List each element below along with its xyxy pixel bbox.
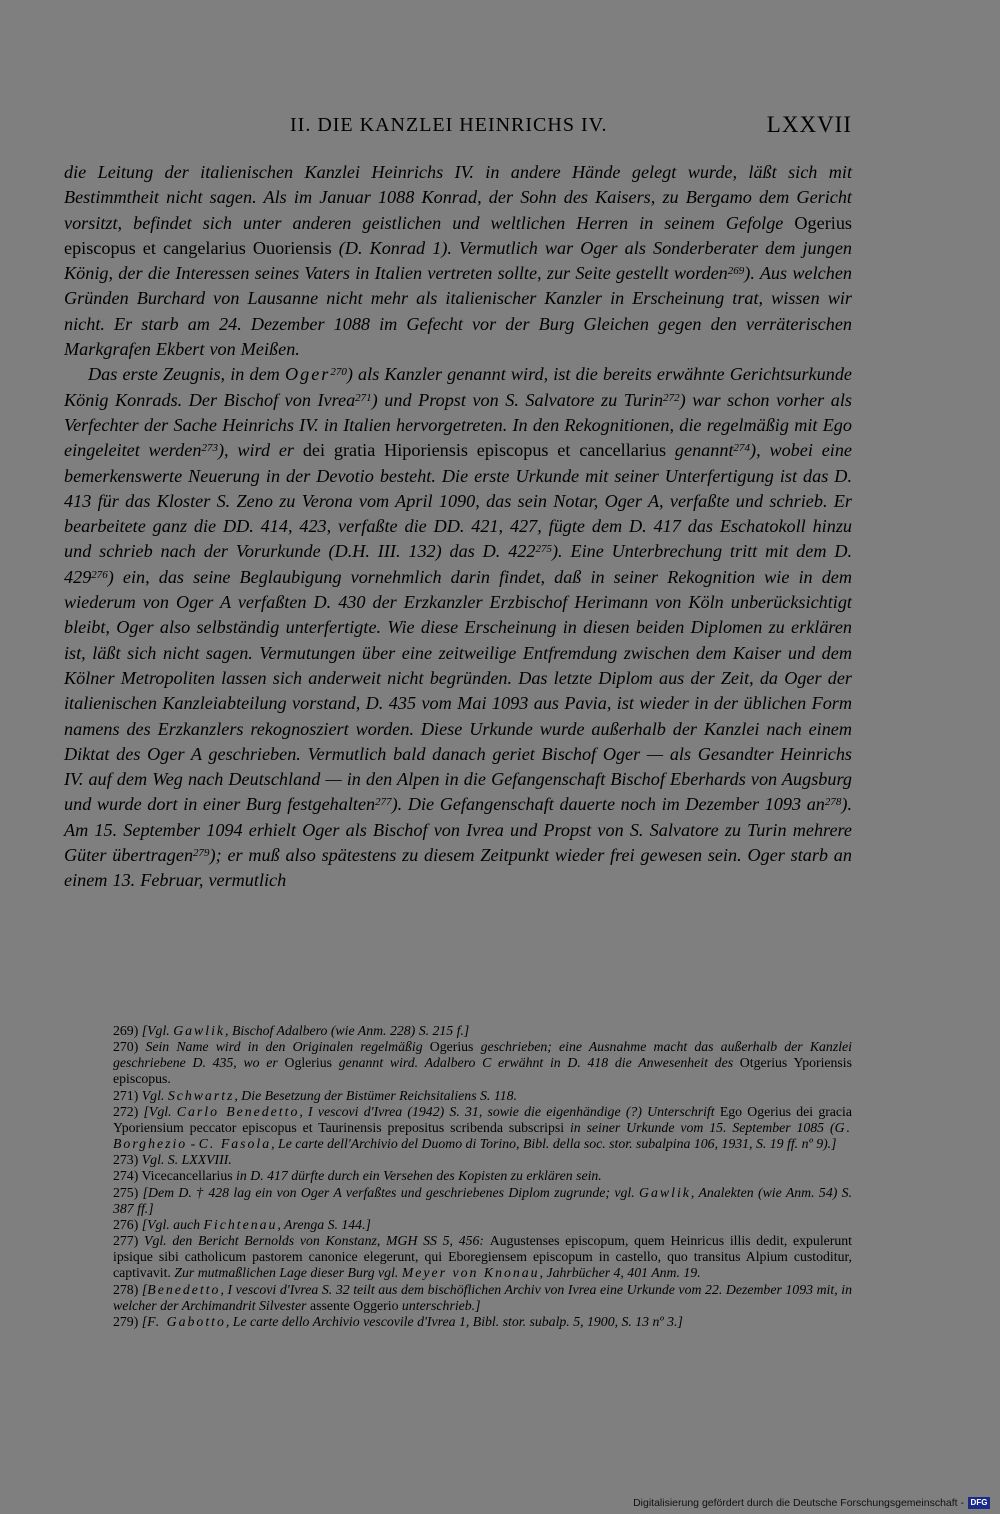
- paragraph-2: [64, 362, 852, 893]
- author-name: G. Borghezio: [113, 1119, 852, 1152]
- footnote-ref[interactable]: 279: [193, 847, 210, 860]
- author-name: Schwartz: [167, 1087, 235, 1103]
- footnote-text: , Le carte dell'Archivio del Duomo di Torino, Bibl. della soc. stor. subalpina 106, 1931, S. 19 ff. nº 9).]: [271, 1136, 837, 1152]
- footnote-text: unterschrieb.]: [398, 1297, 481, 1313]
- text-run: ). Aus welchen Gründen Burchard von Lausanne nicht mehr als italienischer Kanzler in Erscheinung trat, wissen wir nicht. Er starb am 24. Dezember 1088 im Gefecht vor der Burg Gleichen gegen den verräterischen Markgrafen Ekbert von Meißen.: [64, 263, 852, 360]
- footnote-ref[interactable]: 270: [330, 366, 347, 379]
- footnote-text: [: [141, 1313, 148, 1329]
- footnote-number: 270): [113, 1039, 139, 1055]
- text-run: genannt: [666, 440, 734, 461]
- footnote-number: 275): [113, 1184, 139, 1200]
- footnote-number: 278): [113, 1281, 139, 1297]
- latin-quote: Otgerius Yporiensis episcopus: [113, 1055, 853, 1087]
- funding-note: Digitalisierung gefördert durch die Deutsche Forschungsgemeinschaft -: [633, 1497, 964, 1509]
- footnote-ref[interactable]: 274: [733, 442, 751, 455]
- footnote-number: 277): [113, 1233, 139, 1249]
- footnote-text: , Jahrbücher 4, 401 Anm. 19.: [539, 1265, 701, 1281]
- latin-quote: Augustenses episcopum, quem Heinricus illis dedit, expulerunt ipsique sibi catholicum pastorem canonice elegerunt, qui Eboregiensem episcopum in castello, quo transitus Alpium custoditur, captivavit.: [113, 1233, 853, 1281]
- footnote-ref[interactable]: 278: [824, 796, 842, 809]
- footnote-text: -: [187, 1136, 199, 1152]
- author-name: Fichtenau: [203, 1216, 278, 1232]
- text-run: ) als Kanzler genannt wird, ist die bereits erwähnte Gerichtsurkunde König Konrads. Der Bischof von Ivrea: [64, 364, 852, 410]
- footnotes: [113, 1023, 852, 1330]
- page-header: [64, 112, 852, 142]
- footnote-text: Vgl. S. LXXVIII.: [141, 1152, 232, 1168]
- footnote-ref[interactable]: 276: [91, 568, 108, 581]
- footnote-text: , Analekten (wie Anm. 54) S. 387 ff.]: [113, 1184, 853, 1216]
- text-run: ); er muß also spätestens zu diesem Zeitpunkt wieder frei gewesen sein. Oger starb an einem 13. Februar, vermutlich: [64, 845, 852, 891]
- footnote-number: 272): [113, 1103, 139, 1119]
- footnote-number: 279): [113, 1313, 139, 1329]
- footnote-text: in seiner Urkunde vom 15. September 1085 (: [564, 1119, 835, 1135]
- footnote-text: , Bischof Adalbero (wie Anm. 228) S. 215 f.]: [225, 1023, 470, 1038]
- latin-quote: Ogerius episcopus et cangelarius Ouoriensis: [64, 212, 852, 258]
- author-name: F. Gabotto: [147, 1313, 226, 1329]
- footnote-275: [113, 1185, 852, 1217]
- footnote-text: [: [141, 1281, 148, 1297]
- footnote-279: [113, 1314, 852, 1330]
- footnote-text: Vgl.: [141, 1087, 168, 1103]
- footnote-ref[interactable]: 272: [663, 391, 680, 404]
- footnote-text: genannt wird. Adalbero C erwähnt in D. 418 die Anwesenheit des: [332, 1055, 740, 1071]
- footnote-270: [113, 1039, 852, 1087]
- footnote-278: [113, 1282, 852, 1314]
- latin-quote: dei gratia Hiporiensis episcopus et cancellarius: [302, 440, 667, 461]
- text-run: ) und Propst von S. Salvatore zu Turin: [371, 389, 664, 410]
- footnote-number: 269): [113, 1023, 139, 1038]
- author-name: Carlo Benedetto: [176, 1103, 300, 1119]
- footnote-276: [113, 1217, 852, 1233]
- author-name: Meyer von Knonau: [401, 1265, 540, 1281]
- footnote-text: , Le carte dello Archivio vescovile d'Ivrea 1, Bibl. stor. subalp. 5, 1900, S. 13 nº 3.]: [225, 1313, 683, 1329]
- footnote-text: [Vgl.: [143, 1103, 177, 1119]
- page-number: LXXVII: [766, 112, 852, 137]
- footnote-text: , I vescovi d'Ivrea S. 32 teilt aus dem bischöflichen Archiv von Ivrea eine Urkunde vom 22. Dezember 1093 mit, in welcher der Archimandrit Silvester: [113, 1281, 852, 1313]
- footnote-ref[interactable]: 277: [375, 796, 392, 809]
- latin-quote: assente Oggerio: [309, 1297, 399, 1313]
- footnote-text: [Dem D. † 428 lag ein von Oger A verfaßtes und geschriebenes Diplom zugrunde; vgl.: [142, 1184, 640, 1200]
- footnote-ref[interactable]: 273: [201, 442, 218, 455]
- paragraph-1: [64, 160, 852, 362]
- footnote-text: , Die Besetzung der Bistümer Reichsitaliens S. 118.: [234, 1087, 517, 1103]
- text-run: ). Eine Unterbrechung tritt mit dem D. 429: [64, 541, 852, 587]
- text-run: ), wird er: [217, 440, 303, 461]
- footer-bar: [0, 1496, 1000, 1514]
- footnote-text: Zur mutmaßlichen Lage dieser Burg vgl.: [170, 1265, 402, 1281]
- footnote-number: 273): [113, 1152, 139, 1168]
- footnote-text: Vgl. den Bericht Bernolds von Konstanz, MGH SS 5, 456:: [144, 1233, 490, 1249]
- footnote-ref[interactable]: 269: [727, 265, 745, 278]
- author-name: Gawlik: [173, 1023, 226, 1038]
- text-run: ), wobei eine bemerkenswerte Neuerung in der Devotio besteht. Die erste Urkunde mit seiner Unterfertigung ist das D. 413 für das Kloster S. Zeno zu Verona vom April 1090, das sein Notar, Oger A, verfaßte und schrieb. Er bearbeitete ganz die DD. 414, 423, verfaßte die DD. 421, 427, fügte dem D. 417 das Eschatokoll hinzu und schrieb nach der Vorurkunde (D.H. III. 132) das D. 422: [64, 440, 853, 562]
- footnote-text: , Arenga S. 144.]: [277, 1216, 371, 1232]
- footnote-number: 274): [113, 1168, 139, 1184]
- latin-quote: Ego Ogerius dei gracia Yporiensium peccator episcopus et Taurinensis prepositus scribenda subscripsi: [113, 1103, 853, 1135]
- footnote-text: , I vescovi d'Ivrea (1942) S. 31, sowie die eigenhändige (?) Unterschrift: [299, 1103, 720, 1119]
- footnote-text: .: [167, 1071, 171, 1087]
- footnote-273: [113, 1152, 852, 1168]
- latin-quote: Ogerius: [429, 1039, 474, 1055]
- footnote-269: [113, 1023, 852, 1039]
- footnote-text: in D. 417 dürfte durch ein Versehen des Kopisten zu erklären sein.: [232, 1168, 602, 1184]
- footnote-number: 271): [113, 1087, 139, 1103]
- footnote-text: [Vgl. auch: [141, 1216, 204, 1232]
- text-run: ). Am 15. September 1094 erhielt Oger als Bischof von Ivrea und Propst von S. Salvatore zu Turin mehrere Güter übertragen: [64, 794, 852, 866]
- dfg-logo-icon[interactable]: DFG: [968, 1497, 990, 1509]
- text-run: ) war schon vorher als Verfechter der Sache Heinrichs IV. in Italien hervorgetreten. In den Rekognitionen, die regelmäßig mit Ego eingeleitet werden: [64, 389, 852, 461]
- footnote-text: geschrieben; eine Ausnahme macht das außerhalb der Kanzlei geschriebene D. 435, wo er: [113, 1039, 852, 1071]
- text-run: Das erste Zeugnis, in dem: [88, 364, 285, 385]
- footnote-274: [113, 1168, 852, 1184]
- text-run: ). Die Gefangenschaft dauerte noch im Dezember 1093 an: [391, 794, 825, 815]
- author-name: Gawlik: [639, 1184, 691, 1200]
- footnote-277: [113, 1233, 852, 1281]
- author-name: Benedetto: [147, 1281, 221, 1297]
- footnote-number: 276): [113, 1216, 139, 1232]
- footnote-271: [113, 1088, 852, 1104]
- text-run: die Leitung der italienischen Kanzlei Heinrichs IV. in andere Hände gelegt wurde, läßt sich mit Bestimmtheit nicht sagen. Als im Januar 1088 Konrad, der Sohn des Kaisers, zu Bergamo dem Gericht vorsitzt, befindet sich unter anderen geistlichen und weltlichen Herren in seinem Gefolge: [64, 162, 852, 233]
- author-name: C. Fasola: [198, 1136, 272, 1152]
- footnote-ref[interactable]: 271: [355, 391, 372, 404]
- main-text: [64, 160, 852, 894]
- latin-quote: Oglerius: [284, 1055, 332, 1071]
- running-head: II. DIE KANZLEI HEINRICHS IV.: [290, 114, 608, 136]
- footnote-272: [113, 1104, 852, 1152]
- text-run: (D. Konrad 1). Vermutlich war Oger als Sonderberater dem jungen König, der die Interessen seines Vaters in Italien vertreten sollte, zur Seite gestellt worden: [64, 237, 852, 284]
- footnote-ref[interactable]: 275: [535, 543, 552, 556]
- spaced-name: Oger: [284, 364, 331, 385]
- latin-quote: Vicecancellarius: [141, 1168, 233, 1184]
- footnote-text: [Vgl.: [141, 1023, 174, 1038]
- footnote-text: Sein Name wird in den Originalen regelmäßig: [145, 1039, 430, 1055]
- text-run: ) ein, das seine Beglaubigung vornehmlich darin findet, daß in seiner Rekognition wie in dem wiederum von Oger A verfaßten D. 430 der Erzkanzler Erzbischof Herimann von Köln unberücksichtigt bleibt, Oger also selbständig unterfertigte. Wie diese Erscheinung in diesen beiden Diplomen zu erklären ist, läßt sich nicht sagen. Vermutungen über eine zeitweilige Entfremdung zwischen dem Kaiser und dem Kölner Metropoliten lassen sich anderweit nicht begründen. Das letzte Diplom aus der Zeit, da Oger der italienischen Kanzleiabteilung vorstand, D. 435 vom Mai 1093 aus Pavia, ist wieder in der üblichen Form namens des Erzkanzlers rekognosziert worden. Diese Urkunde wurde außerhalb der Kanzlei nach einem Diktat des Oger A geschrieben. Vermutlich bald danach geriet Bischof Oger — als Gesandter Heinrichs IV. auf dem Weg nach Deutschland — in den Alpen in die Gefangenschaft Bischof Eberhards von Augsburg und wurde dort in einer Burg festgehalten: [64, 566, 852, 815]
